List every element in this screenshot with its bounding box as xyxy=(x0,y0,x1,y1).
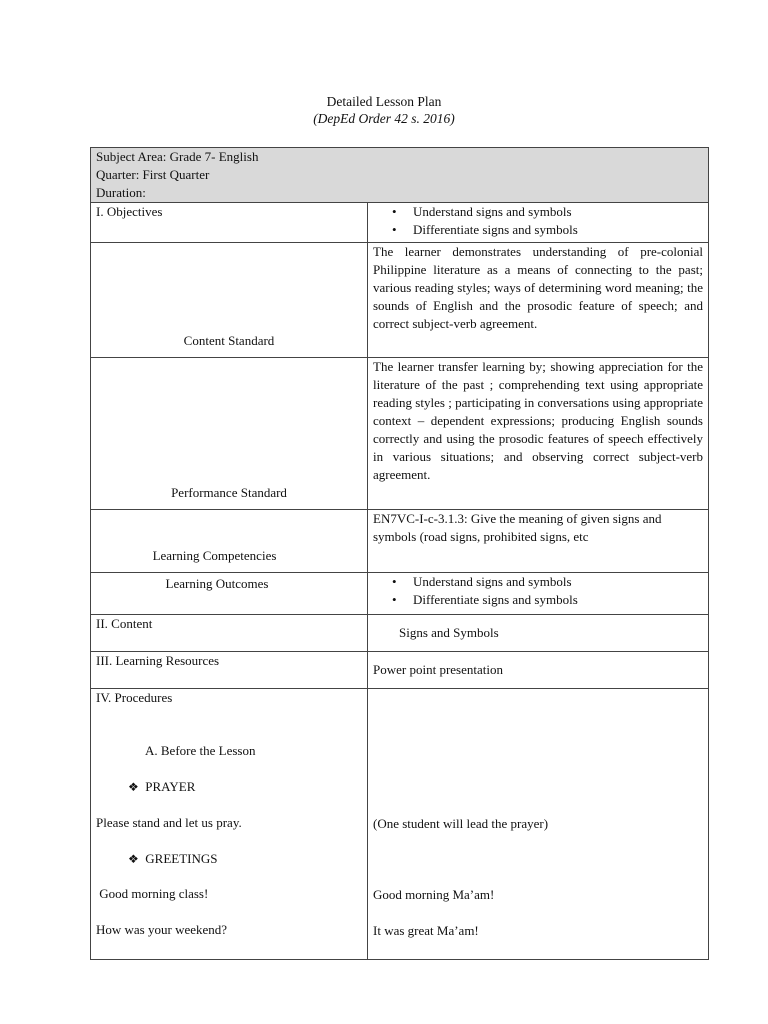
objectives-label: I. Objectives xyxy=(91,203,368,243)
prayer-heading xyxy=(96,778,362,796)
performance-standard-row xyxy=(91,358,709,510)
performance-standard-label: Performance Standard xyxy=(91,358,368,510)
greet-student-line-2: It was great Ma’am! xyxy=(373,923,479,938)
objective-item: • Understand signs and symbols xyxy=(413,203,703,221)
greetings-heading-text: GREETINGS xyxy=(145,851,218,866)
subject-area: Subject Area: Grade 7- English xyxy=(96,149,259,164)
header-row xyxy=(91,148,709,203)
learning-competencies-row xyxy=(91,510,709,573)
before-lesson-heading: A. Before the Lesson xyxy=(145,743,256,758)
procedures-right-cell xyxy=(368,689,709,960)
prayer-teacher-line: Please stand and let us pray. xyxy=(96,815,242,830)
greet-student-line-1: Good morning Ma’am! xyxy=(373,887,495,902)
diamond-bullet-icon: ❖ xyxy=(128,852,139,866)
performance-standard-text: The learner transfer learning by; showing appreciation for the literature of the past ; comprehending text using appropriate reading styles ; participating in conversations using appropriate context – dependent expressions; producing English sounds correctly and using the prosodic features of speech effectively in various situations; and observing correct subject-verb agreement. xyxy=(368,358,709,510)
learning-resources-text: Power point presentation xyxy=(368,652,709,689)
outcome-item: • Understand signs and symbols xyxy=(413,573,703,591)
procedures-left-cell xyxy=(91,689,368,960)
content-standard-row xyxy=(91,243,709,358)
objectives-row xyxy=(91,203,709,243)
greet-teacher-line-2: How was your weekend? xyxy=(96,922,228,937)
content-standard-label: Content Standard xyxy=(91,243,368,358)
content-standard-text: The learner demonstrates understanding of pre-colonial Philippine literature as a means of connecting to the past; various reading styles; ways of determining word meaning; the sounds of English and the prosodic feature of speech; and correct subject-verb agreement. xyxy=(368,243,709,358)
objectives-list-cell xyxy=(368,203,709,243)
learning-outcomes-label: Learning Outcomes xyxy=(165,576,269,591)
duration: Duration: xyxy=(96,185,146,200)
procedures-label: IV. Procedures xyxy=(96,690,173,705)
quarter: Quarter: First Quarter xyxy=(96,167,210,182)
objective-item: • Differentiate signs and symbols xyxy=(413,221,703,239)
learning-competencies-label-text: Learning Competencies xyxy=(152,548,277,563)
learning-competencies-label xyxy=(91,510,368,573)
procedures-row xyxy=(91,689,709,960)
learning-competencies-text: EN7VC-I-c-3.1.3: Give the meaning of given signs and symbols (road signs, prohibited signs, etc xyxy=(368,510,709,573)
objectives-list xyxy=(373,203,703,239)
learning-resources-label: III. Learning Resources xyxy=(91,652,368,689)
greet-teacher-line-1: Good morning class! xyxy=(96,886,209,901)
prayer-student-line: (One student will lead the prayer) xyxy=(373,816,549,831)
learning-resources-row xyxy=(91,652,709,689)
diamond-bullet-icon: ❖ xyxy=(128,780,139,794)
document-title: Detailed Lesson Plan xyxy=(326,94,442,109)
learning-outcomes-list-cell xyxy=(368,573,709,615)
prayer-heading-text: PRAYER xyxy=(145,779,196,794)
lesson-plan-table xyxy=(90,147,709,960)
outcome-item: • Differentiate signs and symbols xyxy=(413,591,703,609)
document-subtitle: (DepEd Order 42 s. 2016) xyxy=(313,111,455,126)
learning-outcomes-label-cell xyxy=(91,573,368,615)
greetings-heading xyxy=(96,850,362,868)
header-cell xyxy=(91,148,709,203)
learning-outcomes-row xyxy=(91,573,709,615)
learning-outcomes-list xyxy=(373,573,703,609)
content-row xyxy=(91,615,709,652)
content-text: Signs and Symbols xyxy=(368,615,709,652)
content-label: II. Content xyxy=(91,615,368,652)
